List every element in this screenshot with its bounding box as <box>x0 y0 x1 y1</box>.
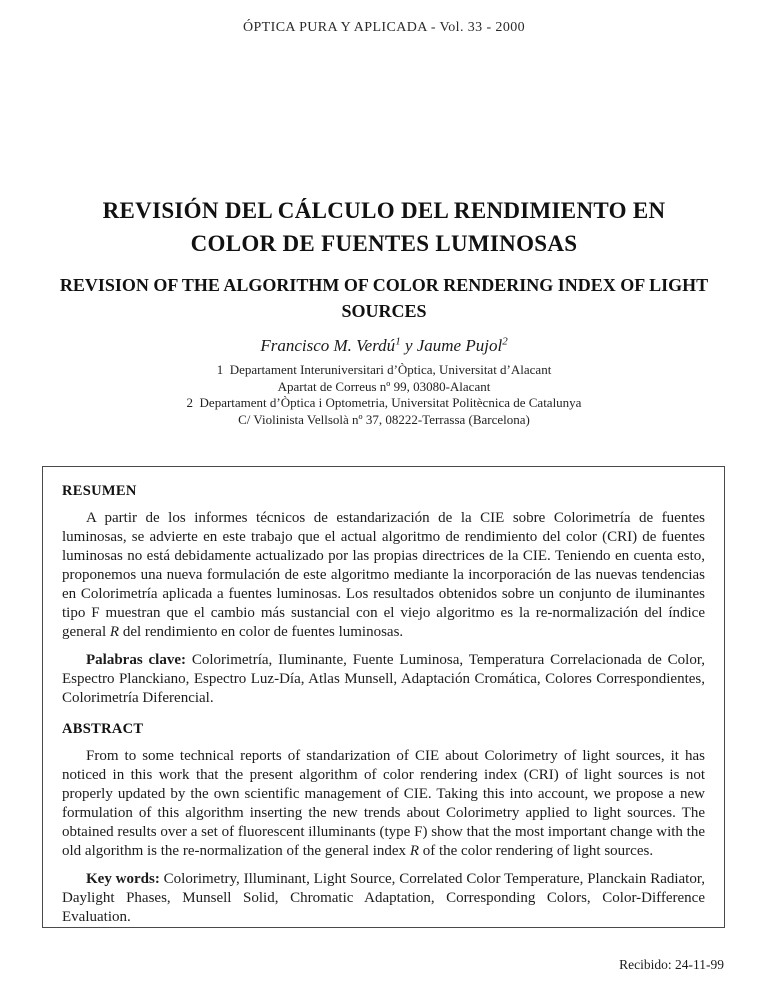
abstract-heading: ABSTRACT <box>62 721 144 737</box>
author-name-1: Francisco M. Verdú <box>260 336 396 355</box>
affiliation-line-3: 2 Departament d’Òptica i Optometria, Universitat Politècnica de Catalunya <box>186 395 582 410</box>
key-words-text: Colorimetry, Illuminant, Light Source, Correlated Color Temperature, Planckain Radiator, Daylight Phases, Munsell Solid, Chromatic Adaptation, Corresponding Colors, Color-Difference Evaluation. <box>62 871 705 925</box>
palabras-clave-paragraph <box>62 651 705 708</box>
received-date: Recibido: 24-11-99 <box>619 957 724 972</box>
abstract-index-r: R <box>409 843 419 859</box>
paper-title-english: REVISION OF THE ALGORITHM OF COLOR RENDERING INDEX OF LIGHT SOURCES <box>59 275 709 321</box>
affiliation-line-2: Apartat de Correus nº 99, 03080-Alacant <box>277 378 491 394</box>
authors-line <box>0 336 768 356</box>
resumen-paragraph <box>62 509 705 642</box>
affiliations-block <box>0 362 768 428</box>
affiliation-line-4: C/ Violinista Vellsolà nº 37, 08222-Terrassa (Barcelona) <box>238 411 530 427</box>
abstract-paragraph <box>62 747 705 861</box>
journal-header: ÓPTICA PURA Y APLICADA - Vol. 33 - 2000 <box>242 20 526 35</box>
key-words-label: Key words: <box>86 871 160 887</box>
paper-title-spanish: REVISIÓN DEL CÁLCULO DEL RENDIMIENTO EN COLOR DE FUENTES LUMINOSAS <box>102 198 666 256</box>
author-superscript-2: 2 <box>502 335 508 348</box>
abstract-box <box>42 466 725 928</box>
key-words-paragraph <box>62 870 705 927</box>
palabras-clave-text: Colorimetría, Iluminante, Fuente Luminosa, Temperatura Correlacionada de Color, Espectro Planckiano, Espectro Luz-Día, Atlas Munsell, Adaptación Cromática, Colores Correspondientes, Colorimetría Diferencial. <box>62 652 705 706</box>
author-name-2: Jaume Pujol <box>416 336 503 355</box>
resumen-heading: RESUMEN <box>62 483 137 499</box>
affiliation-line-1: 1 Departament Interuniversitari d’Òptica, Universitat d’Alacant <box>216 362 552 377</box>
abstract-text-2: of the color rendering of light sources. <box>418 843 654 859</box>
abstract-text-1: From to some technical reports of standarization of CIE about Colorimetry of light sources, it has noticed in this work that the present algorithm of color rendering index (CRI) of light sources is not properly updated by the own scientific management of CIE. Taking this into account, we propose a new formulation of this algorithm inserting the new trends about Colorimetry applied to light sources. The obtained results over a set of fluorescent illuminants (type F) show that the most important change with the old algorithm is the re-normalization of the general index <box>62 748 705 859</box>
resumen-text-2: del rendimiento en color de fuentes luminosas. <box>119 624 404 640</box>
author-superscript-1: 1 <box>395 335 401 348</box>
resumen-text-1: A partir de los informes técnicos de estandarización de la CIE sobre Colorimetría de fuentes luminosas, se advierte en este trabajo que el actual algoritmo de rendimiento del color (CRI) de fuentes luminosas no está debidamente actualizado por las propias directrices de la CIE. Teniendo en cuenta esto, proponemos una nueva formulación de este algoritmo mediante la incorporación de las nuevas tendencias en Colorimetría aplicada a fuentes luminosas. Los resultados obtenidos sobre un conjunto de iluminantes tipo F muestran que el cambio más sustancial con el viejo algoritmo es la re-normalización del índice general <box>62 510 705 640</box>
resumen-index-r: R <box>109 624 120 640</box>
author-connector: y <box>400 336 417 355</box>
palabras-clave-label: Palabras clave: <box>86 652 187 668</box>
